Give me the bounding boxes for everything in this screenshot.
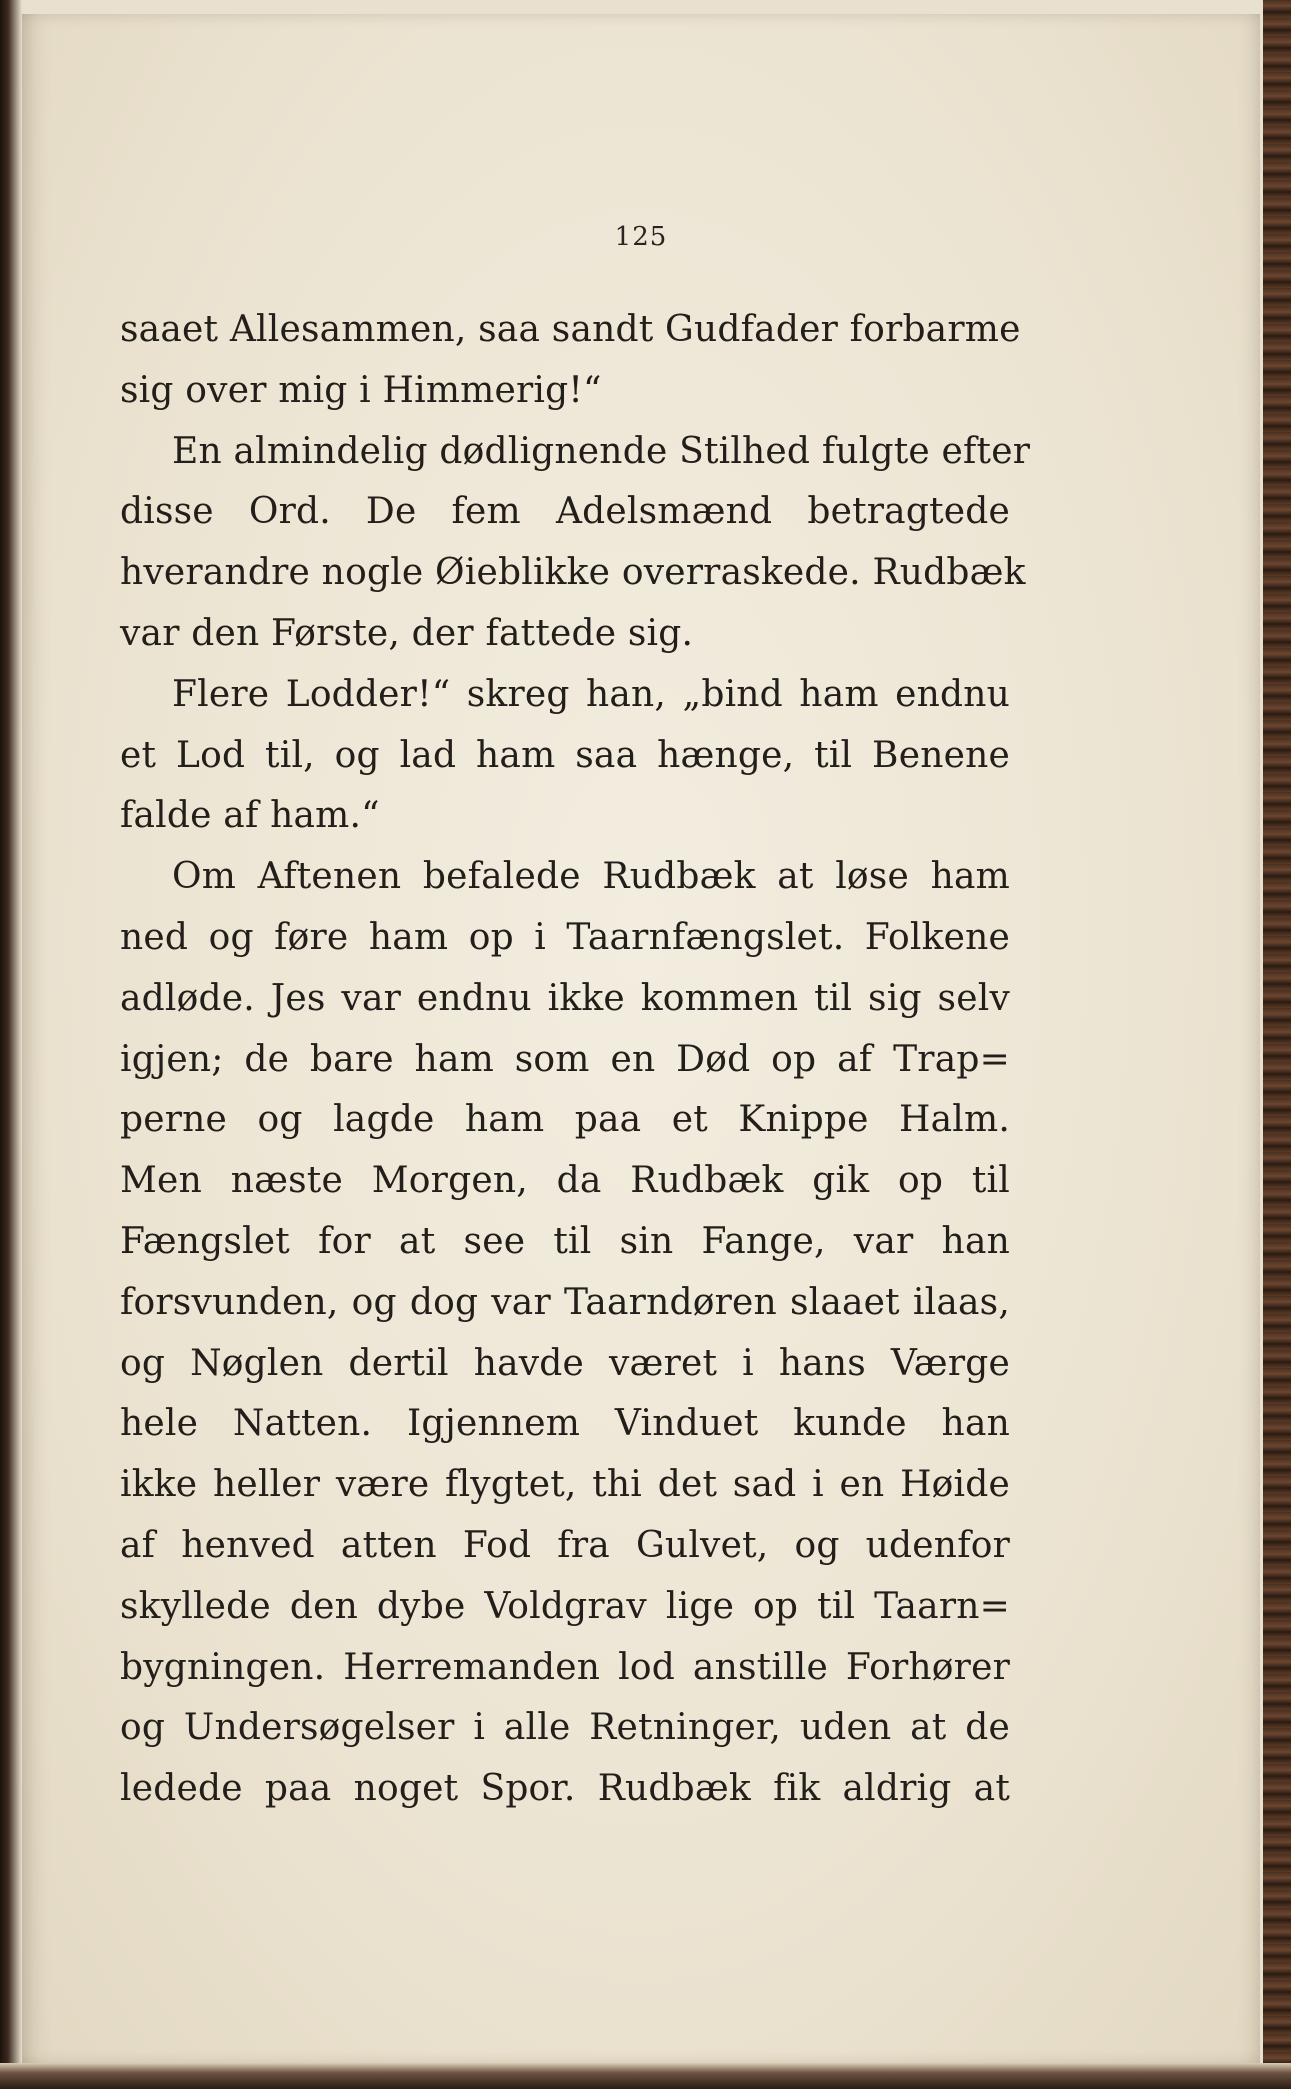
text-line: Flere Lodder!“ skreg han, „bind ham endnu [172,673,1010,715]
text-line: hele Natten. Igjennem Vinduet kunde han [120,1403,1010,1445]
text-line: af henved atten Fod fra Gulvet, og udenfor [120,1524,1010,1566]
text-line: saaet Allesammen, saa sandt Gudfader forbarme [120,309,1021,350]
text-line: forsvunden, og dog var Taarndøren slaaet ilaas, [120,1281,1010,1323]
text-line: sig over mig i Himmerig!“ [120,369,602,411]
text-line: var den Første, der fattede sig. [120,612,694,654]
text-line: ikke heller være flygtet, thi det sad i en Høide [120,1464,1010,1506]
page-edge-stack [1263,0,1291,2089]
book-page [22,14,1260,2064]
page-bottom-edge [0,2063,1291,2089]
body-text [120,300,1031,1820]
text-line: Om Aftenen befalede Rudbæk at løse ham [172,856,1010,898]
text-line: En almindelig dødlignende Stilhed fulgte efter [172,430,1031,472]
text-line: og Undersøgelser i alle Retninger, uden at de [120,1707,1010,1749]
text-line: adløde. Jes var endnu ikke kommen til sig selv [120,977,1010,1019]
page-number: 125 [614,222,668,252]
text-line: disse Ord. De fem Adelsmænd betragtede [120,491,1010,533]
text-line: falde af ham.“ [120,795,380,837]
text-line: igjen; de bare ham som en Død op af Trap= [120,1038,1010,1080]
text-line: bygningen. Herremanden lod anstille Forhører [120,1646,1010,1688]
text-line: et Lod til, og lad ham saa hænge, til Benene [120,734,1010,776]
text-line: Men næste Morgen, da Rudbæk gik op til [120,1160,1010,1202]
text-line: og Nøglen dertil havde været i hans Værge [120,1342,1010,1384]
text-line: hverandre nogle Øieblikke overraskede. Rudbæk [120,552,1026,594]
text-line: skyllede den dybe Voldgrav lige op til Taarn= [120,1585,1010,1627]
text-line: Fængslet for at see til sin Fange, var han [120,1220,1010,1262]
text-line: ledede paa noget Spor. Rudbæk fik aldrig at [120,1768,1010,1810]
text-line: ned og føre ham op i Taarnfængslet. Folkene [120,916,1010,958]
text-line: perne og lagde ham paa et Knippe Halm. [120,1099,1010,1141]
